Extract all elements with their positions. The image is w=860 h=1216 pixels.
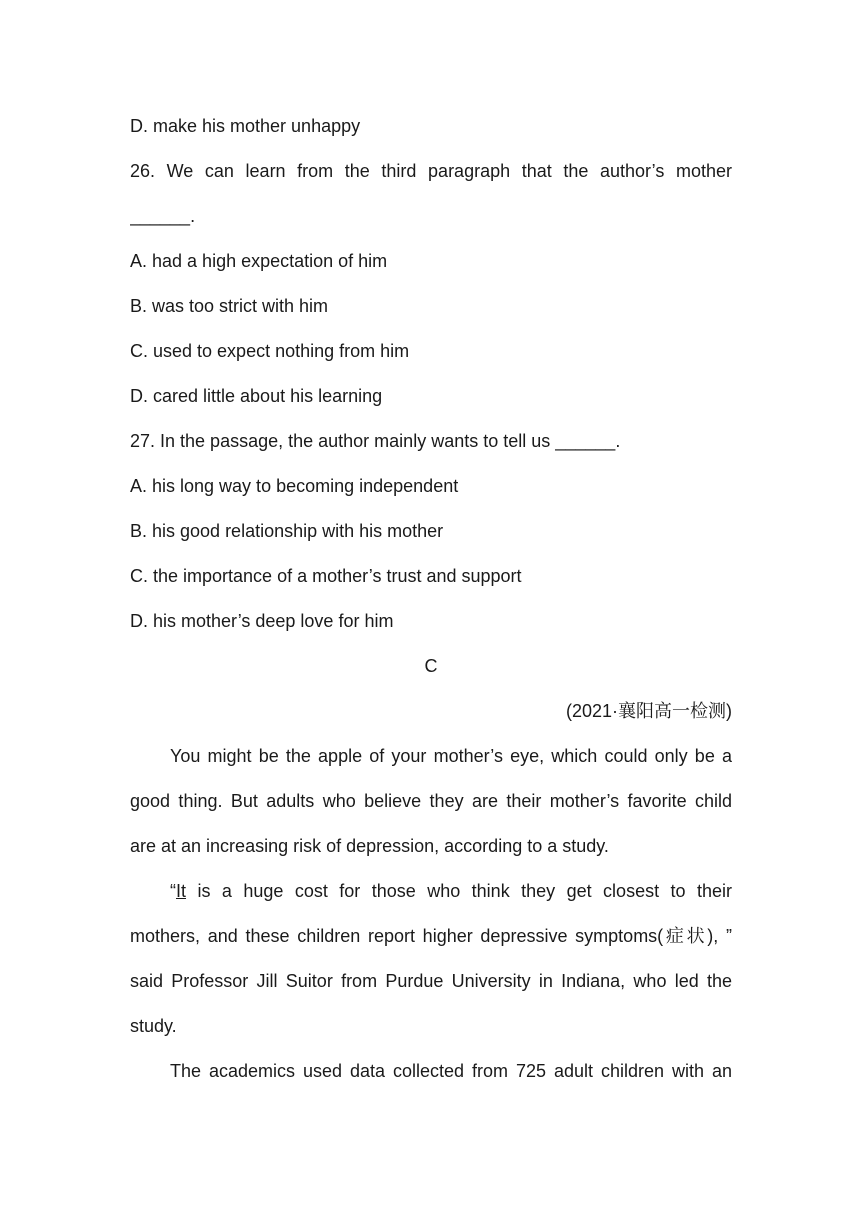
q26-option-c: C. used to expect nothing from him <box>130 341 410 361</box>
paragraph-2-line3: said Professor Jill Suitor from Purdue University in Indiana, who led the <box>130 971 732 991</box>
q27-option-d: D. his mother’s deep love for him <box>130 611 394 631</box>
q27-option-c: C. the importance of a mother’s trust and support <box>130 566 522 586</box>
open-quote: “ <box>170 881 176 901</box>
document-page <box>130 104 732 1094</box>
q25-option-d: D. make his mother unhappy <box>130 116 361 136</box>
underlined-word: It <box>176 881 187 901</box>
paragraph-1-line3: are at an increasing risk of depression, according to a study. <box>130 836 609 856</box>
q27-stem: 27. In the passage, the author mainly wants to tell us ______. <box>130 431 621 451</box>
passage-heading: C <box>424 656 438 676</box>
paragraph-2-line4: study. <box>130 1016 177 1036</box>
q26-option-d: D. cared little about his learning <box>130 386 383 406</box>
paragraph-1-line2: good thing. But adults who believe they are their mother’s favorite child <box>130 791 732 811</box>
q26-option-b: B. was too strict with him <box>130 296 329 316</box>
paragraph-3-line1: The academics used data collected from 725 adult children with an <box>170 1061 732 1081</box>
q26-stem-line2: ______. <box>130 206 196 226</box>
paragraph-2-line1 <box>130 869 732 914</box>
q27-option-b: B. his good relationship with his mother <box>130 521 444 541</box>
q26-stem-line1: 26. We can learn from the third paragraph that the author’s mother <box>130 161 732 181</box>
passage-source: (2021·襄阳高一检测) <box>565 701 732 721</box>
paragraph-2-line1-rest: is a huge cost for those who think they get closest to their <box>186 881 732 901</box>
paragraph-1-line1: You might be the apple of your mother’s eye, which could only be a <box>170 746 732 766</box>
q27-option-a: A. his long way to becoming independent <box>130 476 459 496</box>
paragraph-2-line2: mothers, and these children report higher depressive symptoms(症状), ” <box>130 926 732 946</box>
q26-option-a: A. had a high expectation of him <box>130 251 388 271</box>
